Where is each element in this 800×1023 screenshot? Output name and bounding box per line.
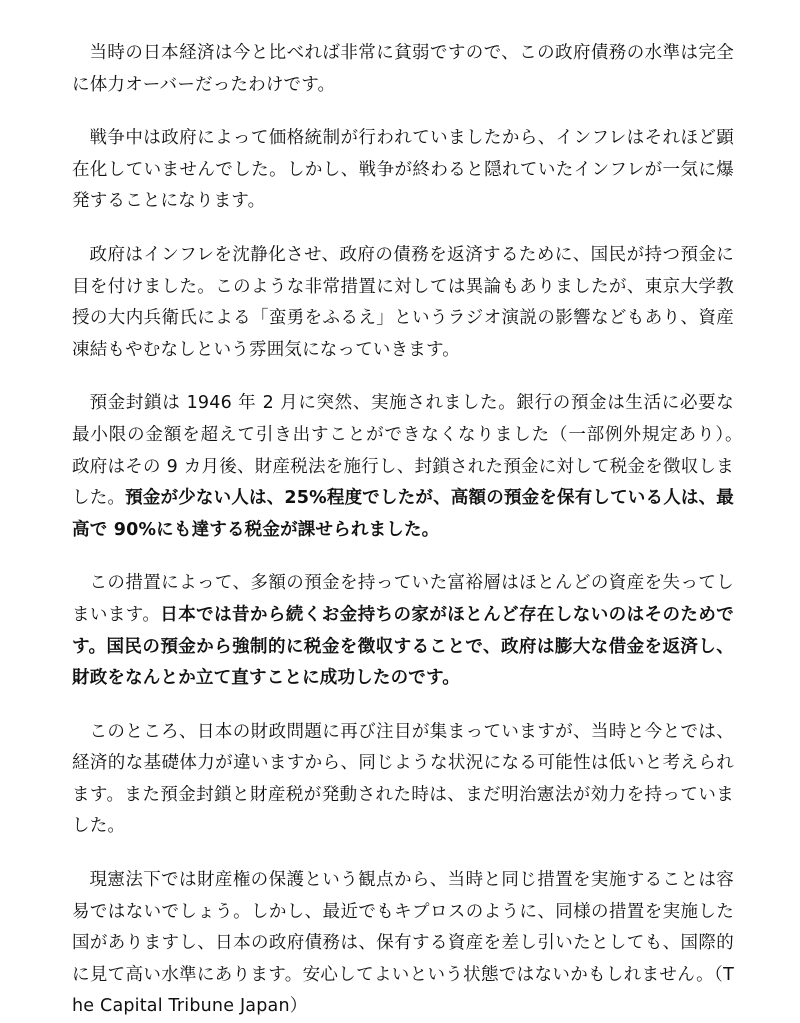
paragraph-4 <box>72 388 770 546</box>
paragraph-text: 政府はインフレを沈静化させ、政府の債務を返済するために、国民が持つ預金に目を付けました。このような非常措置に対しては異論もありましたが、東京大学教授の大内兵衛氏による「蛮勇をふるえ」というラジオ演説の影響などもあり、資産凍結もやむなしという雰囲気になっていきます。 <box>72 244 734 360</box>
article-body <box>72 38 770 1023</box>
paragraph-text: この措置によって、多額の預金を持っていた富裕層はほとんどの資産を失ってしまいます。 <box>72 573 734 625</box>
paragraph-6 <box>72 717 734 843</box>
paragraph-7 <box>72 865 734 1023</box>
paragraph-text: 現憲法下では財産権の保護という観点から、当時と同じ措置を実施することは容易ではないでしょう。しかし、最近でもキプロスのように、同様の措置を実施した国がありますし、日本の政府債務は、保有する資産を差し引いたとしても、国際的に見て高い水準にあります。安心してよいという状態ではないかもしれません。（The Capital Tribune Japan） <box>72 870 734 1017</box>
bold-emphasis-text: 預金が少ない人は、25%程度でしたが、高額の預金を保有している人は、最高で 90%にも達する税金が課せられました。 <box>72 488 734 540</box>
paragraph-text: 当時の日本経済は今と比べれば非常に貧弱ですので、この政府債務の水準は完全に体力オーバーだったわけです。 <box>72 43 734 95</box>
paragraph-text: 戦争中は政府によって価格統制が行われていましたから、インフレはそれほど顕在化していませんでした。しかし、戦争が終わると隠れていたインフレが一気に爆発することになります。 <box>72 128 734 212</box>
paragraph-3 <box>72 240 734 366</box>
paragraph-text: 預金封鎖は 1946 年 2 月に突然、実施されました。銀行の預金は生活に必要な最小限の金額を超えて引き出すことができなくなりました（一部例外規定あり）。 政府はその 9 カ月後、財産税法を施行し、封鎖された預金に対して税金を徴収しました。 <box>72 393 770 509</box>
paragraph-2 <box>72 123 734 218</box>
paragraph-text: このところ、日本の財政問題に再び注目が集まっていますが、当時と今とでは、経済的な基礎体力が違いますから、同じような状況になる可能性は低いと考えられます。また預金封鎖と財産税が発動された時は、まだ明治憲法が効力を持っていました。 <box>72 721 734 837</box>
paragraph-5 <box>72 568 734 694</box>
bold-emphasis-text: 日本では昔から続くお金持ちの家がほとんど存在しないのはそのためです。国民の預金から強制的に税金を徴収することで、政府は膨大な借金を返済し、財政をなんとか立て直すことに成功したのです。 <box>72 604 734 689</box>
paragraph-1 <box>72 38 734 101</box>
